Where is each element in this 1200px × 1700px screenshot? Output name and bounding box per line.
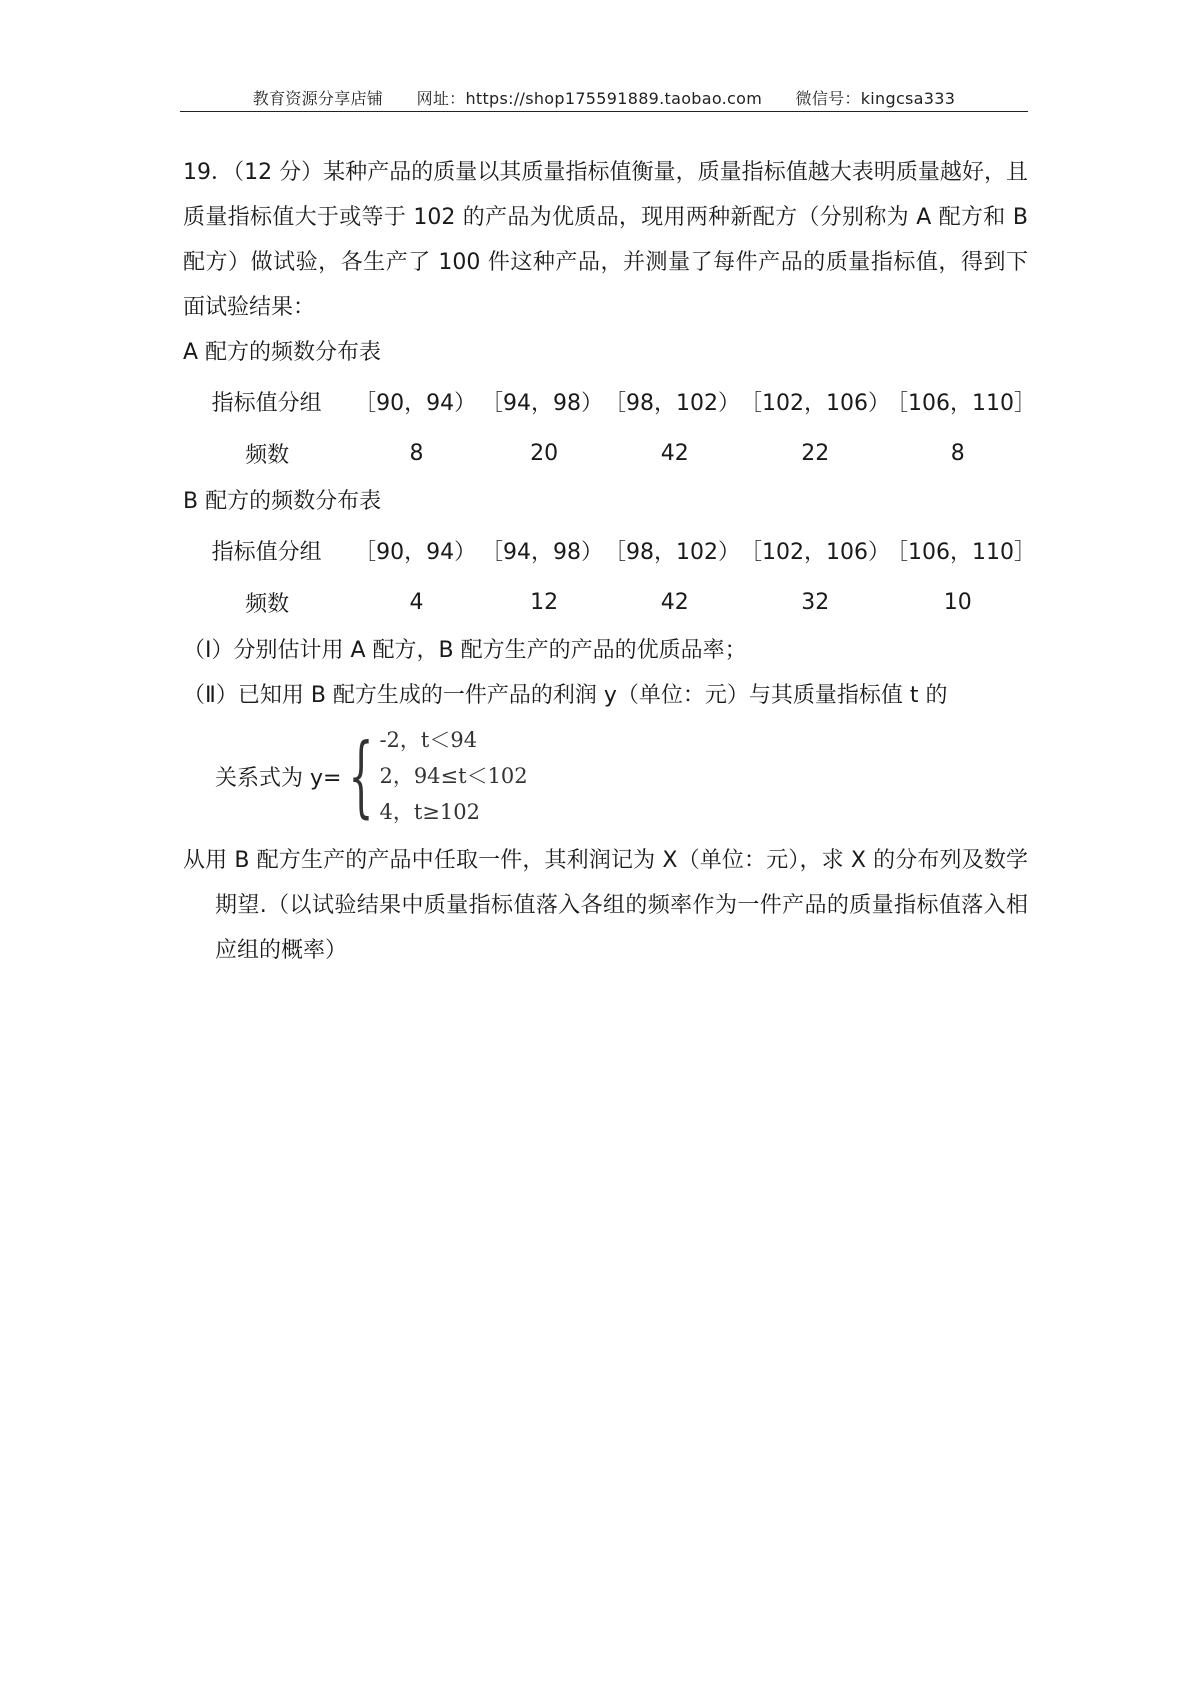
table-b-group: ［102，106）: [740, 539, 890, 565]
table-b-count-label: 频数: [245, 591, 290, 617]
table-b-count: 32: [801, 589, 830, 615]
table-a-count-row: [183, 427, 1028, 479]
formula-case: -2，t＜94: [379, 728, 478, 752]
table-b-count: 12: [530, 589, 559, 615]
table-b-group: ［90，94）: [354, 539, 477, 565]
part-1: （Ⅰ）分别估计用 A 配方，B 配方生产的产品的优质品率；: [183, 638, 747, 663]
formula-case: 4，t≥102: [379, 800, 480, 824]
table-b-count: 10: [943, 589, 972, 615]
table-a-count: 42: [660, 440, 689, 466]
table-a-count: 22: [801, 440, 830, 466]
table-b-title: B 配方的频数分布表: [183, 489, 382, 514]
table-a-header-label: 指标值分组: [211, 390, 322, 416]
table-b-group: ［98，102）: [604, 539, 740, 565]
formula-case: 2，94≤t＜102: [379, 764, 528, 788]
header-divider: [180, 111, 1028, 112]
table-a-count-label: 频数: [245, 442, 290, 468]
table-b-count: 42: [660, 589, 689, 615]
table-a-group: ［106，110］: [886, 390, 1036, 416]
table-a-group: ［90，94）: [354, 390, 477, 416]
header-wechat: 微信号：kingcsa333: [795, 89, 956, 108]
table-a-count: 8: [950, 440, 965, 466]
table-a-group: ［98，102）: [604, 390, 740, 416]
part-2: （Ⅱ）已知用 B 配方生成的一件产品的利润 y（单位：元）与其质量指标值 t 的: [183, 683, 948, 708]
formula-prefix: 关系式为 y=: [215, 765, 342, 791]
table-a-count: 8: [409, 440, 424, 466]
header-shop: 教育资源分享店铺: [252, 89, 384, 108]
table-b-group: ［94，98）: [481, 539, 604, 565]
table-a-count: 20: [530, 440, 559, 466]
table-a-group: ［94，98）: [481, 390, 604, 416]
table-b-header-row: [183, 524, 1036, 576]
table-a-title: A 配方的频数分布表: [183, 340, 382, 365]
page-header: [180, 86, 1028, 109]
table-a-header-row: [183, 375, 1036, 427]
problem-body: [183, 150, 1036, 973]
table-a-group: ［102，106）: [740, 390, 890, 416]
table-b-group: ［106，110］: [886, 539, 1036, 565]
part-2-continued: 从用 B 配方生产的产品中任取一件，其利润记为 X（单位：元），求 X 的分布列及数学期望.（以试验结果中质量指标值落入各组的频率作为一件产品的质量指标值落入相应组的概率）: [183, 848, 1028, 963]
table-b-header-label: 指标值分组: [211, 539, 322, 565]
header-url: 网址：https://shop175591889.taobao.com: [416, 89, 763, 108]
brace-symbol: {: [348, 724, 375, 827]
problem-intro: 19．（12 分）某种产品的质量以其质量指标值衡量，质量指标值越大表明质量越好，且质量指标值大于或等于 102 的产品为优质品，现用两种新配方（分别称为 A 配方和 B 配方）做试验，各生产了 100 件这种产品，并测量了每件产品的质量指标值，得到下面试验结果：: [183, 160, 1028, 320]
formula-cases: [379, 722, 527, 830]
table-b-count-row: [183, 576, 1028, 628]
table-b-count: 4: [409, 589, 424, 615]
profit-formula: [215, 722, 1028, 830]
